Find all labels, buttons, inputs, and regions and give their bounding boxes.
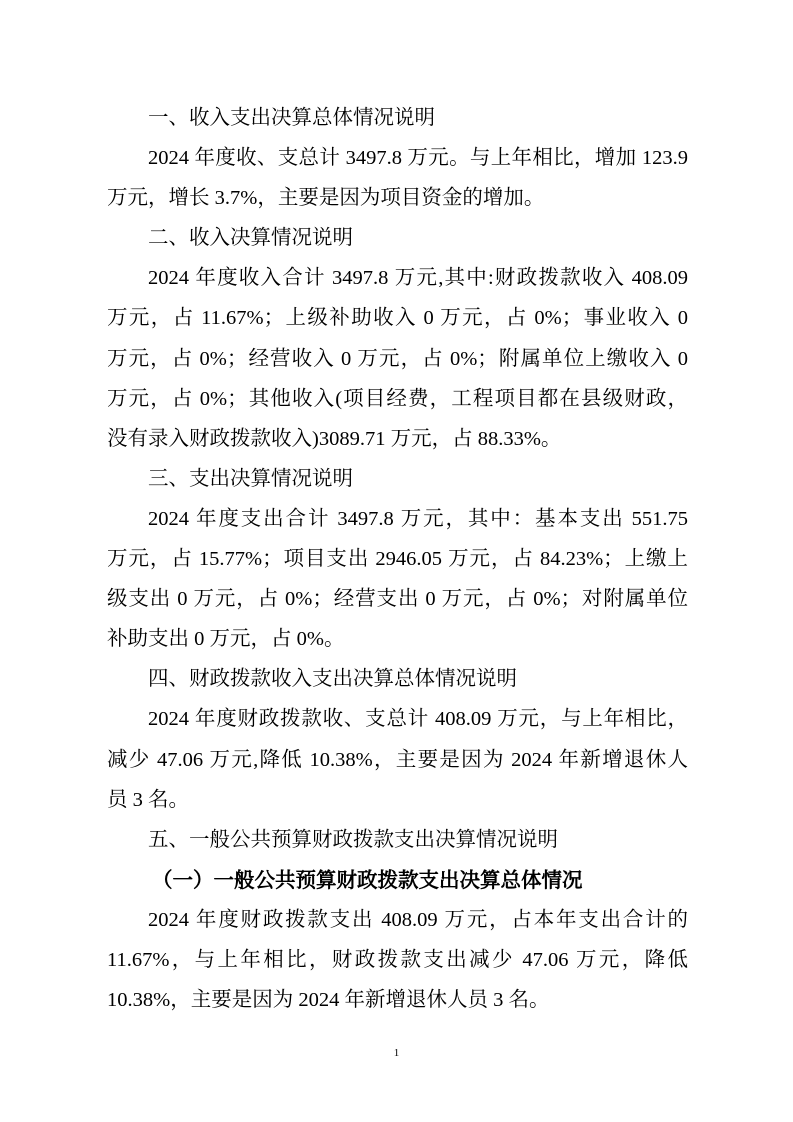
section-heading: 一、收入支出决算总体情况说明 xyxy=(148,107,435,129)
paragraph-line: 万元，占 0%；其他收入(项目经费，工程项目都在县级财政， xyxy=(107,387,688,410)
paragraph-line: 万元，占 0%；经营收入 0 万元，占 0%；附属单位上缴收入 0 xyxy=(107,347,688,370)
paragraph-line: 2024 年度财政拨款支出 408.09 万元，占本年支出合计的 xyxy=(148,908,688,931)
paragraph-line: 10.38%，主要是因为 2024 年新增退休人员 3 名。 xyxy=(107,989,550,1012)
paragraph-line: 没有录入财政拨款收入)3089.71 万元，占 88.33%。 xyxy=(107,427,562,450)
paragraph-line: 2024 年度收、支总计 3497.8 万元。与上年相比，增加 123.9 xyxy=(148,147,688,170)
section-heading: 三、支出决算情况说明 xyxy=(148,467,353,490)
section-subheading: （一）一般公共预算财政拨款支出决算总体情况 xyxy=(152,867,583,892)
paragraph-line: 万元，占 11.67%；上级补助收入 0 万元，占 0%；事业收入 0 xyxy=(107,307,688,330)
paragraph-line: 万元，占 15.77%；项目支出 2946.05 万元，占 84.23%；上缴上 xyxy=(107,548,688,571)
paragraph-line: 员 3 名。 xyxy=(107,788,189,811)
paragraph-line: 2024 年度收入合计 3497.8 万元,其中:财政拨款收入 408.09 xyxy=(148,267,688,290)
paragraph-line: 2024 年度支出合计 3497.8 万元，其中：基本支出 551.75 xyxy=(148,507,688,530)
document-body xyxy=(107,98,688,1020)
section-heading: 二、收入决算情况说明 xyxy=(148,227,353,250)
paragraph-line: 补助支出 0 万元，占 0%。 xyxy=(107,628,345,651)
section-heading: 五、一般公共预算财政拨款支出决算情况说明 xyxy=(148,828,558,851)
paragraph-line: 11.67%，与上年相比，财政拨款支出减少 47.06 万元，降低 xyxy=(107,948,688,971)
paragraph-line: 万元，增长 3.7%，主要是因为项目资金的增加。 xyxy=(107,187,545,210)
paragraph-line: 2024 年度财政拨款收、支总计 408.09 万元，与上年相比， xyxy=(148,708,688,731)
page-number: 1 xyxy=(393,1047,400,1059)
paragraph-line: 减少 47.06 万元,降低 10.38%，主要是因为 2024 年新增退休人 xyxy=(107,748,688,771)
paragraph-line: 级支出 0 万元，占 0%；经营支出 0 万元，占 0%；对附属单位 xyxy=(107,588,688,611)
section-heading: 四、财政拨款收入支出决算总体情况说明 xyxy=(148,668,517,691)
